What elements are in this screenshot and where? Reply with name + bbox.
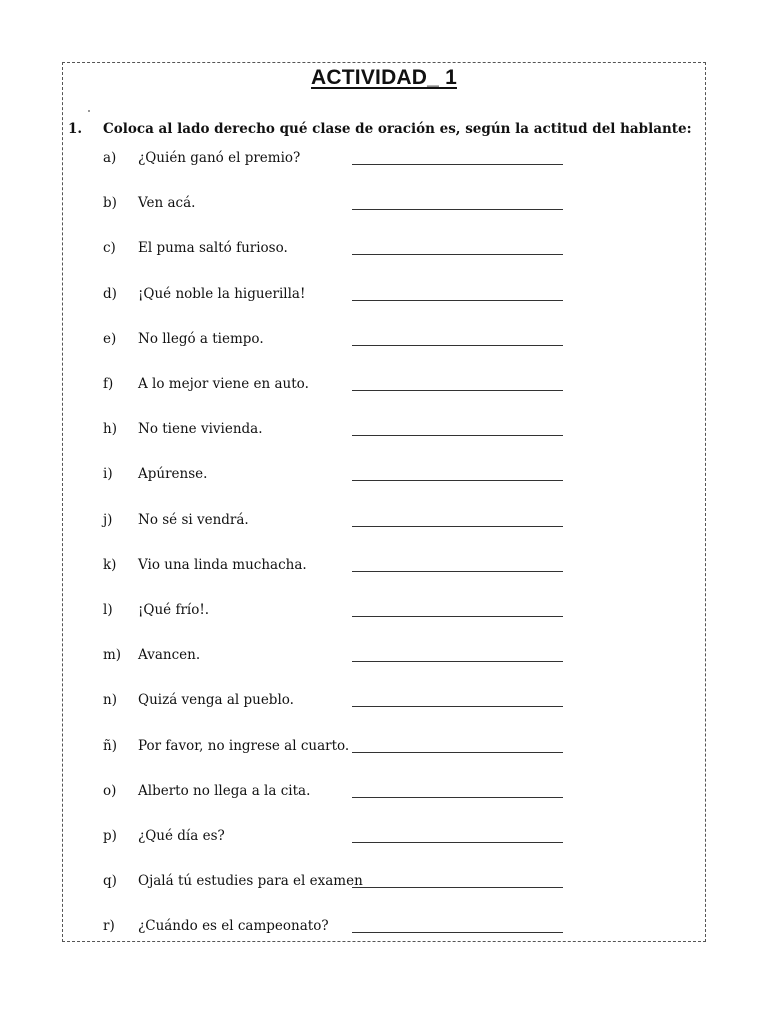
answer-blank[interactable] [352,300,563,301]
item-sentence: No sé si vendrá. [138,511,249,528]
answer-blank[interactable] [352,390,563,391]
page-border [62,62,706,942]
item-sentence: ¡Qué noble la higuerilla! [138,285,306,302]
exercise-item [103,647,573,671]
item-letter: n) [103,692,117,709]
item-letter: q) [103,873,117,890]
exercise-item [103,150,573,174]
exercise-item [103,602,573,626]
item-sentence: Apúrense. [138,466,208,483]
item-letter: l) [103,602,113,618]
answer-blank[interactable] [352,842,563,843]
exercise-item [103,873,573,897]
answer-blank[interactable] [352,254,563,255]
answer-blank[interactable] [352,164,563,165]
exercise-item [103,828,573,852]
page-title [0,66,768,90]
item-letter: ñ) [103,737,117,754]
answer-blank[interactable] [352,797,563,798]
item-letter: h) [103,421,117,438]
item-letter: b) [103,195,117,212]
answer-blank[interactable] [352,526,563,527]
exercise-item [103,331,573,355]
item-sentence: Alberto no llega a la cita. [138,782,311,799]
item-sentence: Ven acá. [138,195,196,212]
item-sentence: Por favor, no ingrese al cuarto. [138,737,350,754]
exercise-item [103,376,573,400]
question-prompt [68,121,698,137]
exercise-item [103,240,573,264]
item-sentence: ¿Qué día es? [138,828,225,844]
exercise-item [103,918,573,942]
answer-blank[interactable] [352,480,563,481]
item-letter: c) [103,240,116,257]
answer-blank[interactable] [352,661,563,662]
item-letter: o) [103,782,117,799]
item-letter: f) [103,376,114,392]
exercise-item [103,286,573,310]
answer-blank[interactable] [352,616,563,617]
item-sentence: No llegó a tiempo. [138,330,264,347]
question-text: Coloca al lado derecho qué clase de oración es, según la actitud del hablante: [103,121,692,137]
item-letter: m) [103,647,122,664]
item-letter: i) [103,466,113,483]
item-sentence: ¿Quién ganó el premio? [138,150,301,166]
answer-blank[interactable] [352,887,563,888]
item-letter: a) [103,150,117,166]
item-sentence: ¿Cuándo es el campeonato? [138,918,329,935]
item-sentence: Ojalá tú estudies para el examen [138,873,363,890]
answer-blank[interactable] [352,752,563,753]
answer-blank[interactable] [352,571,563,572]
answer-blank[interactable] [352,345,563,346]
exercise-item [103,783,573,807]
exercise-item [103,466,573,490]
item-sentence: Quizá venga al pueblo. [138,692,294,709]
item-sentence: ¡Qué frío!. [138,602,210,618]
item-sentence: Vio una linda muchacha. [138,556,307,573]
item-letter: r) [103,918,115,935]
item-letter: p) [103,828,117,844]
item-sentence: No tiene vivienda. [138,421,263,438]
exercise-item [103,692,573,716]
answer-blank[interactable] [352,435,563,436]
answer-blank[interactable] [352,932,563,933]
exercise-item [103,421,573,445]
answer-blank[interactable] [352,706,563,707]
item-sentence: A lo mejor viene en auto. [138,376,309,392]
page-title-text: ACTIVIDAD_ 1 [311,66,457,89]
exercise-item [103,512,573,536]
question-number: 1. [68,121,83,137]
item-letter: j) [103,511,113,528]
stray-mark [88,110,90,112]
item-sentence: Avancen. [138,647,201,664]
exercise-item [103,738,573,762]
item-letter: e) [103,330,117,347]
item-sentence: El puma saltó furioso. [138,240,288,257]
exercise-item [103,195,573,219]
answer-blank[interactable] [352,209,563,210]
item-letter: k) [103,556,117,573]
exercise-item [103,557,573,581]
item-letter: d) [103,285,117,302]
